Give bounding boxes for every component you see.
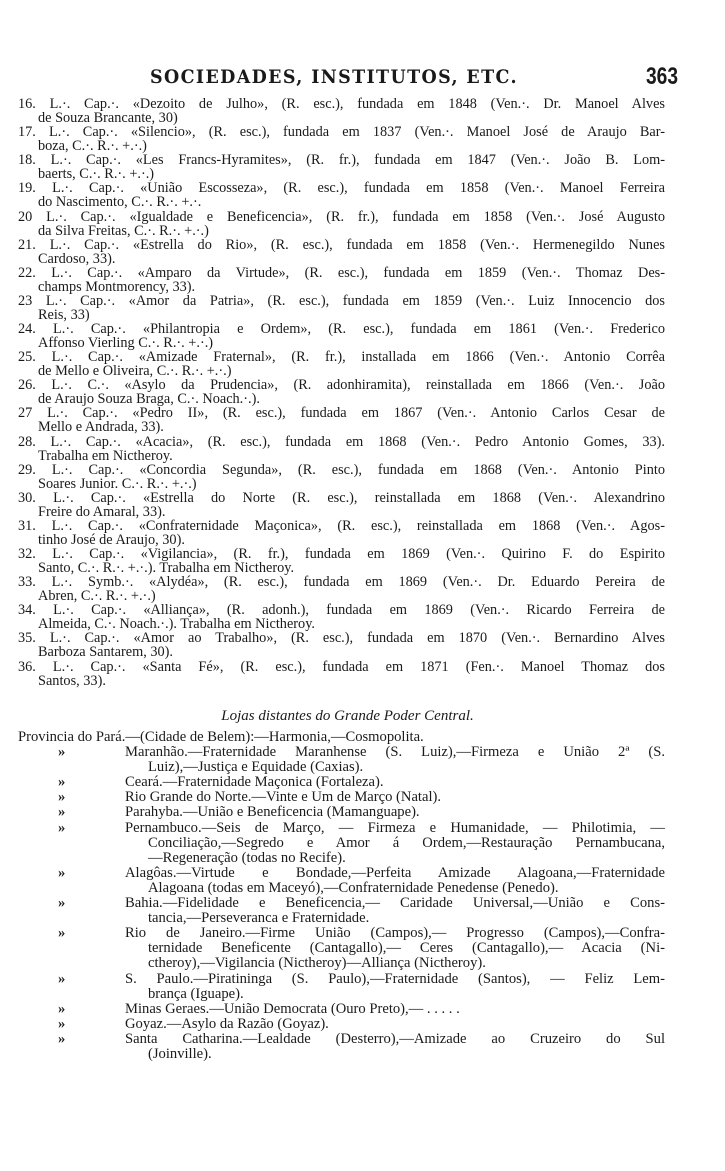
province-line <box>18 972 665 987</box>
entry-line: de Mello e Oliveira, C.·. R.·. +.·.) <box>38 363 232 380</box>
entry-line: Santos, 33). <box>38 672 106 689</box>
province-text: Bahia.—Fidelidade e Beneficencia,— Caridade Universal,—União e Cons- <box>125 895 665 912</box>
lodge-entry <box>18 406 665 434</box>
province-entry <box>18 745 665 775</box>
province-entry <box>18 926 665 971</box>
entry-line: 25. L.·. Cap.·. «Amizade Fraternal», (R. fr.), installada em 1866 (Ven.·. Antonio Corrêa <box>18 349 665 366</box>
entry-line: 27 L.·. Cap.·. «Pedro II», (R. esc.), fundada em 1867 (Ven.·. Antonio Carlos Cesar de <box>18 405 665 422</box>
province-line <box>18 1017 665 1032</box>
province-line <box>18 1032 665 1047</box>
entry-line: 32. L.·. Cap.·. «Vigilancia», (R. fr.), fundada em 1869 (Ven.·. Quirino F. do Espirito <box>18 546 665 562</box>
ditto-mark: » <box>58 864 66 881</box>
province-entry <box>18 821 665 866</box>
entry-line: 22. L.·. Cap.·. «Amparo da Virtude», (R. esc.), fundada em 1859 (Ven.·. Thomaz Des- <box>18 264 665 281</box>
entry-line: boza, C.·. R.·. +.·.) <box>38 138 147 155</box>
province-line <box>18 775 665 790</box>
province-text: Goyaz.—Asylo da Razão (Goyaz). <box>125 1015 329 1032</box>
province-line <box>18 760 665 775</box>
entry-line: Barboza Santarem, 30). <box>38 644 173 661</box>
entry-line: Mello e Andrada, 33). <box>38 419 164 436</box>
lodge-entry <box>18 125 665 153</box>
entry-line: Soares Junior. C.·. R.·. +.·.) <box>38 475 197 492</box>
entry-line: 28. L.·. Cap.·. «Acacia», (R. esc.), fundada em 1868 (Ven.·. Pedro Antonio Gomes, 33). <box>18 433 665 450</box>
province-entry <box>18 730 665 745</box>
province-line <box>18 851 665 866</box>
province-entry <box>18 972 665 1002</box>
entry-line: de Souza Brancante, 30) <box>38 110 178 127</box>
entry-line: Reis, 33) <box>38 306 90 323</box>
lodge-entry <box>18 631 665 659</box>
entry-line: 21. L.·. Cap.·. «Estrella do Rio», (R. esc.), fundada em 1858 (Ven.·. Hermenegildo Nunes <box>18 236 665 253</box>
province-line <box>18 1002 665 1017</box>
entry-line: Almeida, C.·. Noach.·.). Trabalha em Nictheroy. <box>38 616 315 633</box>
province-text: Maranhão.—Fraternidade Maranhense (S. Luiz),—Firmeza e União 2ª (S. <box>125 744 665 761</box>
province-line <box>18 896 665 911</box>
lodge-entry <box>18 660 665 688</box>
province-text: —Regeneração (todas no Recife). <box>148 849 346 866</box>
entry-line: 35. L.·. Cap.·. «Amor ao Trabalho», (R. esc.), fundada em 1870 (Ven.·. Bernardino Alves <box>18 630 665 647</box>
province-line <box>18 911 665 926</box>
page-header <box>0 63 725 90</box>
lodge-entry <box>18 491 665 519</box>
lodge-entry <box>18 97 665 125</box>
province-text: brança (Iguape). <box>148 985 244 1002</box>
province-line <box>18 956 665 971</box>
province-line <box>18 836 665 851</box>
province-line <box>18 866 665 881</box>
running-title: SOCIEDADES, INSTITUTOS, ETC. <box>150 66 518 88</box>
lodge-entry <box>18 266 665 294</box>
entry-line: Santo, C.·. R.·. +.·.). Trabalha em Nictheroy. <box>38 560 295 577</box>
province-entry <box>18 896 665 926</box>
lodge-entry <box>18 575 665 603</box>
section-heading: Lojas distantes do Grande Poder Central. <box>221 708 474 724</box>
lodge-entry <box>18 181 665 209</box>
entry-line: 17. L.·. Cap.·. «Silencio», (R. esc.), fundada em 1837 (Ven.·. Manoel José de Araujo Bar- <box>18 124 665 141</box>
province-text: Pernambuco.—Seis de Março, — Firmeza e Humanidade, — Philotimia, — <box>125 819 665 836</box>
province-text: tancia,—Perseveranca e Fraternidade. <box>148 910 370 927</box>
province-text: (Joinville). <box>148 1045 212 1062</box>
ditto-mark: » <box>58 1000 66 1017</box>
province-line <box>18 790 665 805</box>
entry-line: 23 L.·. Cap.·. «Amor da Patria», (R. esc.), fundada em 1859 (Ven.·. Luiz Innocencio dos <box>18 292 665 309</box>
lodge-entry <box>18 547 665 575</box>
province-text: Alagôas.—Virtude e Bondade,—Perfeita Amizade Alagoana,—Fraternidade <box>125 864 665 881</box>
province-line <box>18 926 665 941</box>
ditto-mark: » <box>58 819 66 836</box>
entry-line: 24. L.·. Cap.·. «Philantropia e Ordem», (R. esc.), fundada em 1861 (Ven.·. Frederico <box>18 321 665 337</box>
entry-line: champs Montmorency, 33). <box>38 278 196 295</box>
ditto-mark: » <box>58 789 66 806</box>
lodge-entry <box>18 210 665 238</box>
province-text: Minas Geraes.—União Democrata (Ouro Preto),— . . . . . <box>125 1000 460 1017</box>
entry-line: 26. L.·. C.·. «Asylo da Prudencia», (R. adonhiramita), reinstallada em 1866 (Ven.·. João <box>18 377 665 394</box>
province-text: ternidade Beneficente (Cantagallo),— Ceres (Cantagallo),— Acacia (Ni- <box>148 940 665 957</box>
province-list <box>18 730 665 1062</box>
entry-line: 31. L.·. Cap.·. «Confraternidade Maçonica», (R. esc.), reinstallada em 1868 (Ven.·. Agos- <box>18 517 665 534</box>
province-entry <box>18 1032 665 1062</box>
page-number: 363 <box>646 63 679 90</box>
lodge-entry <box>18 378 665 406</box>
entry-line: 20 L.·. Cap.·. «Igualdade e Beneficencia», (R. fr.), fundada em 1858 (Ven.·. José Augusto <box>18 208 665 225</box>
entry-line: baerts, C.·. R.·. +.·.) <box>38 166 155 183</box>
province-line <box>18 1047 665 1062</box>
province-entry <box>18 790 665 805</box>
entry-line: 33. L.·. Symb.·. «Alydéa», (R. esc.), fundada em 1869 (Ven.·. Dr. Eduardo Pereira de <box>18 574 665 591</box>
province-line <box>18 730 665 745</box>
province-entry <box>18 1017 665 1032</box>
province-entry <box>18 1002 665 1017</box>
province-entry <box>18 805 665 820</box>
entry-line: 18. L.·. Cap.·. «Les Francs-Hyramites», (R. fr.), fundada em 1847 (Ven.·. João B. Lom- <box>18 152 665 169</box>
entry-line: Trabalha em Nictheroy. <box>38 447 173 464</box>
lodge-entry <box>18 519 665 547</box>
lodge-entry <box>18 153 665 181</box>
ditto-mark: » <box>58 744 66 761</box>
entry-line: Abren, C.·. R.·. +.·.) <box>38 588 156 605</box>
lodge-entry <box>18 463 665 491</box>
province-text: Santa Catharina.—Lealdade (Desterro),—Amizade ao Cruzeiro do Sul <box>125 1030 665 1047</box>
entry-line: tinho José de Araujo, 30). <box>38 531 185 548</box>
province-entry <box>18 866 665 896</box>
entry-line: 34. L.·. Cap.·. «Alliança», (R. adonh.), fundada em 1869 (Ven.·. Ricardo Ferreira de <box>18 602 665 619</box>
ditto-mark: » <box>58 804 66 821</box>
province-text: Parahyba.—União e Beneficencia (Mamanguape). <box>125 804 420 821</box>
province-text: S. Paulo.—Piratininga (S. Paulo),—Fraternidade (Santos), — Feliz Lem- <box>125 970 665 987</box>
entry-line: 30. L.·. Cap.·. «Estrella do Norte (R. esc.), reinstallada em 1868 (Ven.·. Alexandrino <box>18 489 665 506</box>
entry-line: 19. L.·. Cap.·. «União Escosseza», (R. esc.), fundada em 1858 (Ven.·. Manoel Ferreira <box>18 180 665 197</box>
ditto-mark: » <box>58 895 66 912</box>
entry-line: de Araujo Souza Braga, C.·. Noach.·.). <box>38 391 260 408</box>
province-entry <box>18 775 665 790</box>
ditto-mark: » <box>58 925 66 942</box>
entry-line: 36. L.·. Cap.·. «Santa Fé», (R. esc.), fundada em 1871 (Fen.·. Manoel Thomaz dos <box>18 658 665 675</box>
ditto-mark: » <box>58 1030 66 1047</box>
province-line <box>18 881 665 896</box>
entry-line: Cardoso, 33). <box>38 250 116 267</box>
province-line <box>18 805 665 820</box>
entry-line: do Nascimento, C.·. R.·. +.·. <box>38 194 202 211</box>
province-line <box>18 941 665 956</box>
lodge-entry <box>18 350 665 378</box>
lodge-entry <box>18 322 665 350</box>
entry-line: 29. L.·. Cap.·. «Concordia Segunda», (R. esc.), fundada em 1868 (Ven.·. Antonio Pinto <box>18 461 665 478</box>
lodge-entry <box>18 435 665 463</box>
ditto-mark: » <box>58 1015 66 1032</box>
province-line <box>18 821 665 836</box>
lodge-entry <box>18 603 665 631</box>
lodge-entry <box>18 238 665 266</box>
province-line <box>18 987 665 1002</box>
entry-line: Affonso Vierling C.·. R.·. +.·.) <box>38 335 214 352</box>
ditto-mark: » <box>58 774 66 791</box>
lodge-list <box>18 97 665 688</box>
ditto-mark: » <box>58 970 66 987</box>
province-text: Alagoana (todas em Maceyó),—Confraternidade Penedense (Penedo). <box>148 879 559 896</box>
entry-line: Freire do Amaral, 33). <box>38 503 166 520</box>
province-text: Rio Grande do Norte.—Vinte e Um de Março (Natal). <box>125 789 442 806</box>
entry-line: 16. L.·. Cap.·. «Dezoito de Julho», (R. esc.), fundada em 1848 (Ven.·. Dr. Manoel Alves <box>18 96 665 112</box>
province-text: Conciliação,—Segredo e Amor á Ordem,—Restauração Pernambucana, <box>148 834 665 851</box>
province-text: Provincia do Pará.—(Cidade de Belem):—Harmonia,—Cosmopolita. <box>18 729 424 745</box>
province-text: Luiz),—Justiça e Equidade (Caxias). <box>148 759 364 776</box>
province-text: Ceará.—Fraternidade Maçonica (Fortaleza). <box>125 774 384 791</box>
province-text: ctheroy),—Vigilancia (Nictheroy)—Alliança (Nictheroy). <box>148 955 486 972</box>
entry-line: da Silva Freitas, C.·. R.·. +.·.) <box>38 222 209 239</box>
province-text: Rio de Janeiro.—Firme União (Campos),— Progresso (Campos),—Confra- <box>125 925 665 942</box>
lodge-entry <box>18 294 665 322</box>
province-line <box>18 745 665 760</box>
